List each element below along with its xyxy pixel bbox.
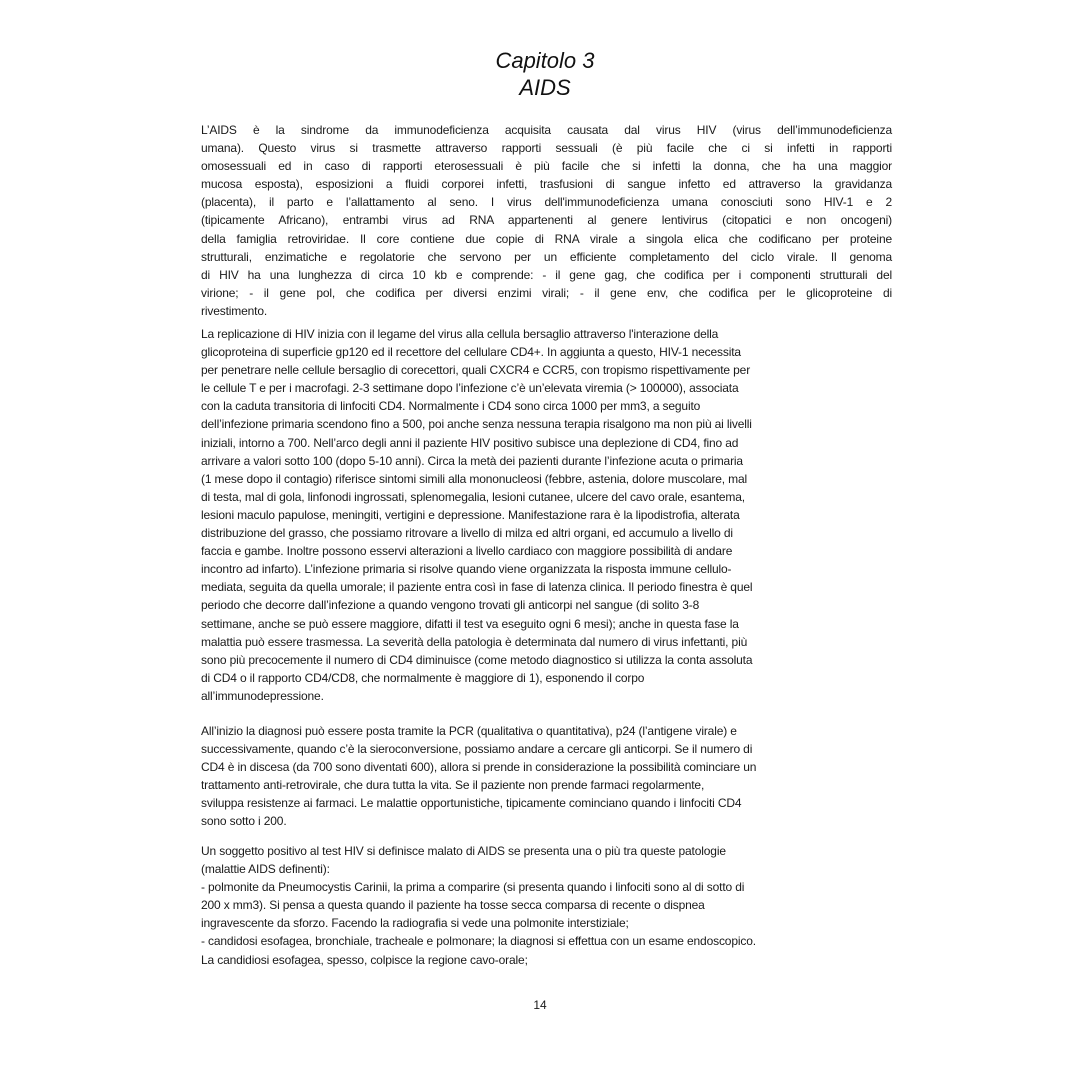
page-number: 14 bbox=[533, 998, 547, 1012]
text-line: distribuzione del grasso, che possiamo ritrovare a livello di milza ed altri organi, ed accumulo a livello di bbox=[201, 526, 733, 541]
chapter-number: Capitolo 3 bbox=[495, 48, 595, 73]
text-line: - polmonite da Pneumocystis Carinii, la prima a comparire (si presenta quando i linfociti sono al di sotto di bbox=[201, 880, 745, 895]
text-line: - candidosi esofagea, bronchiale, tracheale e polmonare; la diagnosi si effettua con un esame endoscopico. bbox=[201, 934, 756, 949]
paragraph-replication bbox=[201, 325, 892, 705]
text-line: con la caduta transitoria di linfociti CD4. Normalmente i CD4 sono circa 1000 per mm3, a seguito bbox=[201, 399, 701, 414]
paragraph-diagnosis bbox=[201, 722, 892, 831]
text-line: dell’infezione primaria scendono fino a 500, poi anche senza nessuna terapia risalgono ma non più ai livelli bbox=[201, 417, 752, 432]
text-line: di testa, mal di gola, linfonodi ingrossati, splenomegalia, lesioni cutanee, ulcere del cavo orale, esantema, bbox=[201, 489, 745, 504]
text-line: (placenta), il parto e l’allattamento al seno. I virus dell'immunodeficienza umana conosciuti sono HIV-1 e 2 bbox=[201, 195, 892, 210]
text-line: di HIV ha una lunghezza di circa 10 kb e comprende: - il gene gag, che codifica per i componenti strutturali del bbox=[201, 267, 892, 282]
text-line: di CD4 o il rapporto CD4/CD8, che normalmente è maggiore di 1), esponendo il corpo bbox=[201, 670, 645, 685]
text-line: trattamento anti-retrovirale, che dura tutta la vita. Se il paziente non prende farmaci regolarmente, bbox=[201, 778, 705, 793]
text-line: all’immunodepressione. bbox=[201, 688, 324, 703]
chapter-title: AIDS bbox=[519, 75, 571, 100]
text-line: mediata, seguita da quella umorale; il paziente entra così in fase di latenza clinica. Il periodo finestra è quel bbox=[201, 580, 753, 595]
text-line: sviluppa resistenze ai farmaci. Le malattie opportunistiche, tipicamente cominciano quando i linfociti CD4 bbox=[201, 796, 742, 811]
paragraph-intro bbox=[201, 121, 892, 320]
text-line: L’AIDS è la sindrome da immunodeficienza acquisita causata dal virus HIV (virus dell’immunodeficienza bbox=[201, 123, 892, 137]
text-line: arrivare a valori sotto 100 (dopo 5-10 anni). Circa la metà dei pazienti durante l’infezione acuta o primaria bbox=[201, 453, 743, 468]
text-line: (malattie AIDS definenti): bbox=[201, 862, 330, 877]
text-line: della famiglia retroviridae. Il core contiene due copie di RNA virale a singola elica che codificano per proteine bbox=[201, 231, 892, 246]
text-line: glicoproteina di superficie gp120 ed il recettore del cellulare CD4+. In aggiunta a questo, HIV-1 necessita bbox=[201, 345, 741, 360]
text-line: settimane, anche se può essere maggiore, difatti il test va eseguito ogni 6 mesi); anche in questa fase la bbox=[201, 616, 739, 631]
text-line: malattia può essere trasmessa. La severità della patologia è determinata dal numero di virus infettanti, più bbox=[201, 634, 748, 649]
text-line: strutturali, enzimatiche e regolatorie che servono per un efficiente completamento del ciclo virale. Il genoma bbox=[201, 249, 892, 264]
text-line: sono sotto i 200. bbox=[201, 814, 287, 829]
text-line: All’inizio la diagnosi può essere posta tramite la PCR (qualitativa o quantitativa), p24 (l’antigene virale) e bbox=[201, 724, 737, 738]
text-line: ingravescente da sforzo. Facendo la radiografia si vede una polmonite interstiziale; bbox=[201, 916, 629, 931]
text-line: iniziali, intorno a 700. Nell’arco degli anni il paziente HIV positivo subisce una deplezione di CD4, fino ad bbox=[201, 435, 739, 450]
text-line: lesioni maculo papulose, meningiti, vertigini e depressione. Manifestazione rara è la lipodistrofia, alterata bbox=[201, 507, 740, 522]
text-line: (tipicamente Africano), entrambi virus ad RNA appartenenti al genere lentivirus (citopatici e non oncogeni) bbox=[201, 213, 892, 228]
text-line: mucosa esposta), esposizioni a fluidi corporei infetti, trasfusioni di sangue infetto ed attraverso la gravidanza bbox=[201, 177, 892, 192]
text-line: omosessuali ed in caso di rapporti eterosessuali è più facile che si infetti la donna, che ha una maggior bbox=[201, 159, 892, 174]
text-line: La candidiosi esofagea, spesso, colpisce la regione cavo-orale; bbox=[201, 952, 528, 967]
text-line: per penetrare nelle cellule bersaglio di corecettori, quali CXCR4 e CCR5, con tropismo rispettivamente per bbox=[201, 363, 751, 378]
text-line: (1 mese dopo il contagio) riferisce sintomi simili alla mononucleosi (febbre, astenia, dolore muscolare, mal bbox=[201, 471, 748, 486]
text-line: incontro ad infarto). L’infezione primaria si risolve quando viene organizzata la risposta immune cellulo- bbox=[201, 562, 732, 577]
text-line: La replicazione di HIV inizia con il legame del virus alla cellula bersaglio attraverso l'interazione della bbox=[201, 327, 719, 341]
paragraph-aids-defining bbox=[201, 842, 892, 969]
text-line: rivestimento. bbox=[201, 303, 268, 318]
text-line: faccia e gambe. Inoltre possono esservi alterazioni a livello cardiaco con maggiore possibilità di andare bbox=[201, 544, 733, 559]
text-line: successivamente, quando c’è la sieroconversione, possiamo andare a cercare gli anticorpi. Se il numero di bbox=[201, 742, 753, 757]
text-line: umana). Questo virus si trasmette attraverso rapporti sessuali (è più facile che ci si infetti in rapporti bbox=[201, 141, 892, 156]
text-line: sono più precocemente il numero di CD4 diminuisce (come metodo diagnostico si utilizza la conta assoluta bbox=[201, 652, 753, 667]
text-line: Un soggetto positivo al test HIV si definisce malato di AIDS se presenta una o più tra queste patologie bbox=[201, 844, 726, 858]
text-line: periodo che decorre dall’infezione a quando vengono trovati gli anticorpi nel sangue (di solito 3-8 bbox=[201, 598, 700, 613]
text-line: 200 x mm3). Si pensa a questa quando il paziente ha tosse secca comparsa di recente o dispnea bbox=[201, 898, 705, 913]
text-line: virione; - il gene pol, che codifica per diversi enzimi virali; - il gene env, che codifica per le glicoproteine di bbox=[201, 285, 892, 300]
text-line: CD4 è in discesa (da 700 sono diventati 600), allora si prende in considerazione la possibilità cominciare un bbox=[201, 760, 757, 775]
text-line: le cellule T e per i macrofagi. 2-3 settimane dopo l’infezione c’è un’elevata viremia (> 100000), associata bbox=[201, 381, 739, 396]
